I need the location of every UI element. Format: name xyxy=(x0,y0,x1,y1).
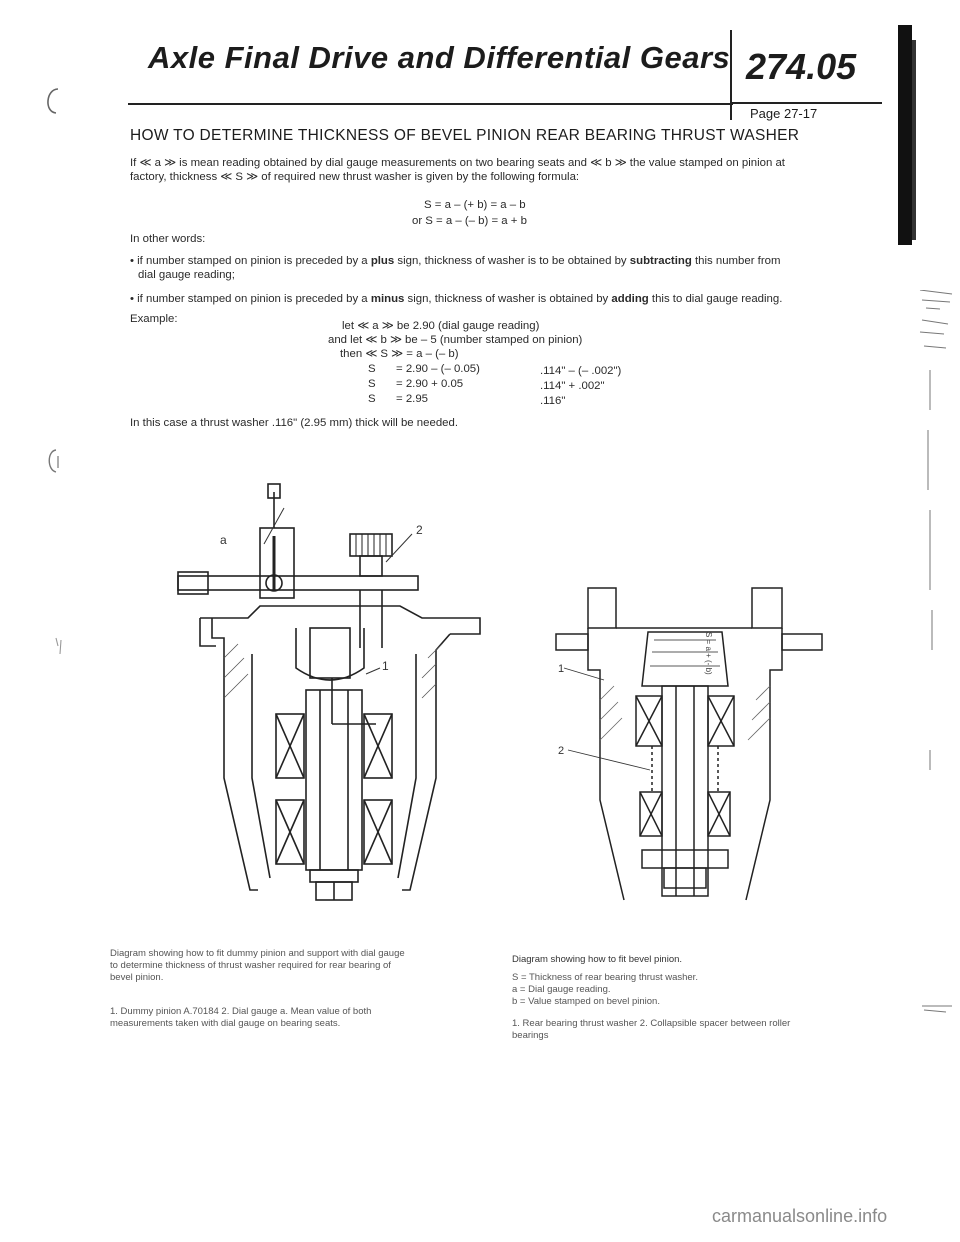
bullet-2-post: this to dial gauge reading. xyxy=(648,293,783,305)
example-row-3-metric: = 2.95 xyxy=(396,393,428,405)
section-heading: HOW TO DETERMINE THICKNESS OF BEVEL PINION REAR BEARING THRUST WASHER xyxy=(130,127,800,144)
diagram-left-label-a: a xyxy=(220,533,227,547)
example-row-1-s: S xyxy=(368,363,376,375)
bullet-1-post: this number from xyxy=(691,255,781,267)
example-label: Example: xyxy=(130,313,178,325)
formula-line-1: S = a – (+ b) = a – b xyxy=(424,199,526,211)
left-caption-legend-1: 1. Dummy pinion A.70184 2. Dial gauge a. Mean value of both xyxy=(110,1006,372,1017)
bullet-2-keyword-adding: adding xyxy=(611,293,649,305)
other-words-label: In other words: xyxy=(130,233,206,245)
diagram-right-label-2: 2 xyxy=(558,745,565,757)
intro-line-1: If ≪ a ≫ is mean reading obtained by dial gauge measurements on two bearing seats and ≪ b ≫ the value stamped on pinion at xyxy=(130,157,785,169)
bullet-1-pre: if number stamped on pinion is preceded by a xyxy=(137,255,371,267)
intro-line-2: factory, thickness ≪ S ≫ of required new thrust washer is given by the following formula: xyxy=(130,171,580,183)
example-conclusion: In this case a thrust washer .116" (2.95 mm) thick will be needed. xyxy=(130,417,458,429)
right-caption-line-3: a = Dial gauge reading. xyxy=(512,984,611,995)
diagram-bevel-pinion-fit xyxy=(552,580,842,910)
example-row-2-imperial: .114" + .002" xyxy=(540,380,605,392)
example-row-3-imperial: .116" xyxy=(540,395,566,407)
example-row-1-imperial: .114" – (– .002") xyxy=(540,365,622,377)
binder-hole-mark xyxy=(42,86,64,116)
right-caption-line-4: b = Value stamped on bevel pinion. xyxy=(512,996,660,1007)
example-let-a: let ≪ a ≫ be 2.90 (dial gauge reading) xyxy=(342,320,540,332)
footer-watermark: carmanualsonline.info xyxy=(712,1206,888,1226)
left-caption-legend-2: measurements taken with dial gauge on bearing seats. xyxy=(110,1018,341,1029)
right-caption-legend-1: 1. Rear bearing thrust washer 2. Collapsible spacer between roller xyxy=(512,1018,791,1029)
bullet-1-keyword-plus: plus xyxy=(370,255,395,267)
example-row-2-s: S xyxy=(368,378,376,390)
right-caption-line-2: S = Thickness of rear bearing thrust washer. xyxy=(512,972,698,983)
diagram-left-label-2: 2 xyxy=(416,523,423,537)
example-let-b: and let ≪ b ≫ be – 5 (number stamped on pinion) xyxy=(328,334,583,346)
section-number-box xyxy=(730,30,892,120)
left-caption-line-3: bevel pinion. xyxy=(110,972,164,983)
bullet-2-keyword-minus: minus xyxy=(370,293,405,305)
bullet-2-pre: if number stamped on pinion is preceded by a xyxy=(137,293,371,305)
bullet-plus-rule xyxy=(130,254,780,269)
diagram-left-label-1: 1 xyxy=(382,659,389,673)
example-row-1-metric: = 2.90 – (– 0.05) xyxy=(396,363,480,375)
example-row-2-metric: = 2.90 + 0.05 xyxy=(396,378,464,390)
left-caption-line-1: Diagram showing how to fit dummy pinion and support with dial gauge xyxy=(110,948,405,959)
section-number: 274.05 xyxy=(746,46,857,87)
diagram-dummy-pinion-dial-gauge xyxy=(160,478,490,910)
binder-hole-mark-3 xyxy=(52,636,66,658)
page-title: Axle Final Drive and Differential Gears xyxy=(148,40,731,75)
bullet-1-keyword-subtracting: subtracting xyxy=(629,255,692,267)
diagram-right-label-1: 1 xyxy=(558,663,565,675)
section-number-underline xyxy=(732,102,882,104)
scan-edge-marks xyxy=(916,290,956,1030)
example-then: then ≪ S ≫ = a – (– b) xyxy=(340,348,459,360)
example-row-3-s: S xyxy=(368,393,376,405)
bullet-minus-rule xyxy=(130,292,782,307)
bullet-1-mid: sign, thickness of washer is to be obtained by xyxy=(394,255,630,267)
right-caption-legend-2: bearings xyxy=(512,1030,549,1041)
bullet-2-mid: sign, thickness of washer is obtained by xyxy=(404,293,612,305)
binding-edge-bar-thin xyxy=(912,40,916,240)
binding-edge-bar xyxy=(898,25,912,245)
left-caption-line-2: to determine thickness of thrust washer required for rear bearing of xyxy=(110,960,391,971)
page-number: Page 27-17 xyxy=(750,106,818,121)
diagram-right-side-label: S = a + (- b) xyxy=(704,632,713,675)
right-caption-line-1: Diagram showing how to fit bevel pinion. xyxy=(512,954,683,965)
bullet-1-line-2: dial gauge reading; xyxy=(138,269,235,281)
header-rule xyxy=(128,103,733,105)
formula-line-2: or S = a – (– b) = a + b xyxy=(412,215,527,227)
binder-hole-mark-2 xyxy=(44,448,64,474)
